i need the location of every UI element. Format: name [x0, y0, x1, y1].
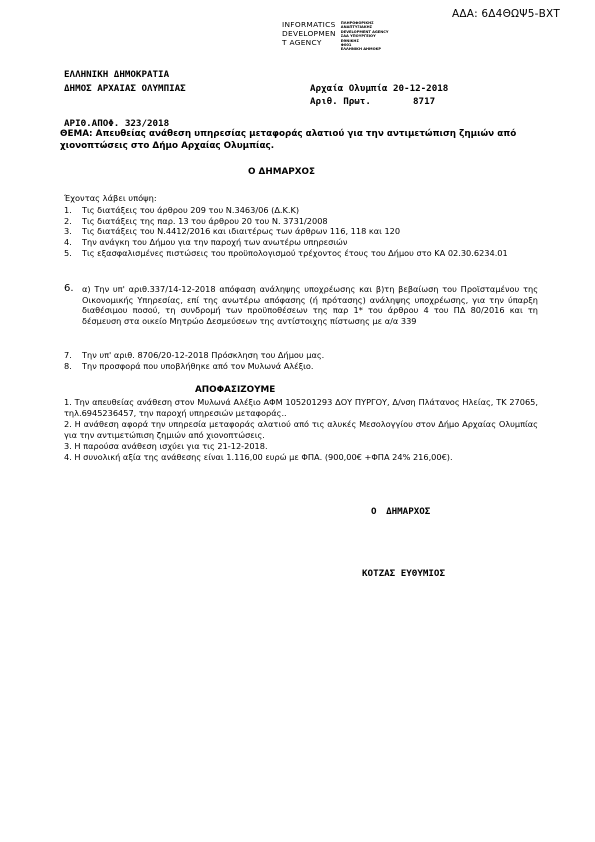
list-item: 4. Την ανάγκη του Δήμου για την παροχή των ανωτέρω υπηρεσιών: [64, 237, 348, 248]
subject-label: ΘΕΜΑ:: [60, 129, 93, 139]
signature-title: Ο ΔΗΜΑΡΧΟΣ: [371, 506, 431, 517]
list-item: 8. Την προσφορά που υποβλήθηκε από τον Μυλωνά Αλέξιο.: [64, 360, 314, 371]
decide-heading: ΑΠΟΦΑΣΙΖΟΥΜΕ: [195, 385, 276, 395]
subject: [60, 128, 538, 152]
list-item: 2. Τις διατάξεις της παρ. 13 του άρθρου 20 του Ν. 3731/2008: [64, 215, 328, 226]
mayor-heading: Ο ΔΗΜΑΡΧΟΣ: [248, 167, 315, 177]
decision-item: 4. Η συνολική αξία της ανάθεσης είναι 1.116,00 ευρώ με ΦΠΑ. (900,00€ +ΦΠΑ 24% 216,00€).: [64, 452, 453, 462]
header-place-date: Αρχαία Ολυμπία 20-12-2018: [310, 83, 449, 94]
final-considerations-list: [64, 350, 538, 371]
decision-item: 3. Η παρούσα ανάθεση ισχύει για τις 21-12-2018.: [64, 441, 268, 451]
header-country: ΕΛΛΗΝΙΚΗ ΔΗΜΟΚΡΑΤΙΑ: [64, 69, 170, 80]
logo-main-text: INFORMATICS DEVELOPMEN T AGENCY: [282, 20, 336, 47]
agency-logo: [282, 21, 389, 52]
header-municipality: ΔΗΜΟΣ ΑΡΧΑΙΑΣ ΟΛΥΜΠΙΑΣ: [64, 83, 186, 94]
decision-number: ΑΡΙΘ.ΑΠΟΦ. 323/2018: [64, 118, 170, 129]
decision-item: 2. Η ανάθεση αφορά την υπηρεσία μεταφοράς αλατιού από τις αλυκές Μεσολογγίου στον Δήμο Αρχαίας Ολυμπίας για την αντιμετώπιση ζημιών από χιονοπτώσεις.: [64, 419, 538, 440]
subject-text: Απευθείας ανάθεση υπηρεσίας μεταφοράς αλατιού για την αντιμετώπιση ζημιών από χιονοπτώσεις στο Δήμο Αρχαίας Ολυμπίας.: [60, 129, 517, 151]
ada-code: ΑΔΑ: 6Δ4ΘΩΨ5-ΒΧΤ: [452, 8, 560, 20]
list-item: 7. Την υπ' αριθ. 8706/20-12-2018 Πρόσκληση του Δήμου μας.: [64, 350, 325, 360]
considerations-list: [64, 205, 538, 259]
header-protocol-number: 8717: [413, 96, 436, 107]
header-protocol-label: Αριθ. Πρωτ.: [310, 96, 371, 107]
decisions-block: [64, 397, 538, 463]
having-considered: Έχοντας λάβει υπόψη:: [64, 193, 157, 203]
item6-list: [64, 284, 538, 327]
logo-small-text: ΠΛΗΡΟΦΟΡΙΚΗΣ ΑΝΑΠΤΥΞΙΑΚΗΣ DEVELOPMENT AGENCY ΣΑΑ ΥΠΟΥΡΓΕΙΟΥ ΕΘΝΙΚΗΣ Φ001 ΕΛΛΗΝΙΚΗ ΔΗΜΟΚΡ: [340, 21, 389, 52]
signature-name: ΚΟΤΖΑΣ ΕΥΘΥΜΙΟΣ: [362, 568, 445, 579]
list-item: 6. α) Την υπ' αριθ.337/14-12-2018 απόφαση ανάληψης υποχρέωσης και β)τη βεβαίωση του Προϊσταμένου της Οικονομικής Υπηρεσίας, επί της ανωτέρω απόφασης (ή πρότασης) ανάληψης υποχρέωσης, για την ύπαρξη διαθέσιμου ποσού, τη συνδρομή των προϋποθέσεων της παρ 1* του άρθρου 4 του ΠΔ 80/2016 και τη δέσμευση στα οικείο Μητρώο Δεσμεύσεων της αντίστοιχης πίστωσης με α/α 339: [64, 283, 538, 327]
list-item: 1. Τις διατάξεις του άρθρου 209 του Ν.3463/06 (Δ.Κ.Κ): [64, 205, 300, 215]
list-item: 3. Τις διατάξεις του Ν.4412/2016 και ιδιαιτέρως των άρθρων 116, 118 και 120: [64, 226, 401, 237]
decision-item: 1. Την απευθείας ανάθεση στον Μυλωνά Αλέξιο ΑΦΜ 105201293 ΔΟΥ ΠΥΡΓΟΥ, Δ/νση Πλάτανος Ηλείας, ΤΚ 27065, τηλ.6945236457, την παροχή υπηρεσιών μεταφοράς..: [64, 397, 538, 418]
list-item: 5. Τις εξασφαλισμένες πιστώσεις του προϋπολογισμού τρέχοντος έτους του Δήμου στο ΚΑ 02.30.6234.01: [64, 247, 508, 258]
